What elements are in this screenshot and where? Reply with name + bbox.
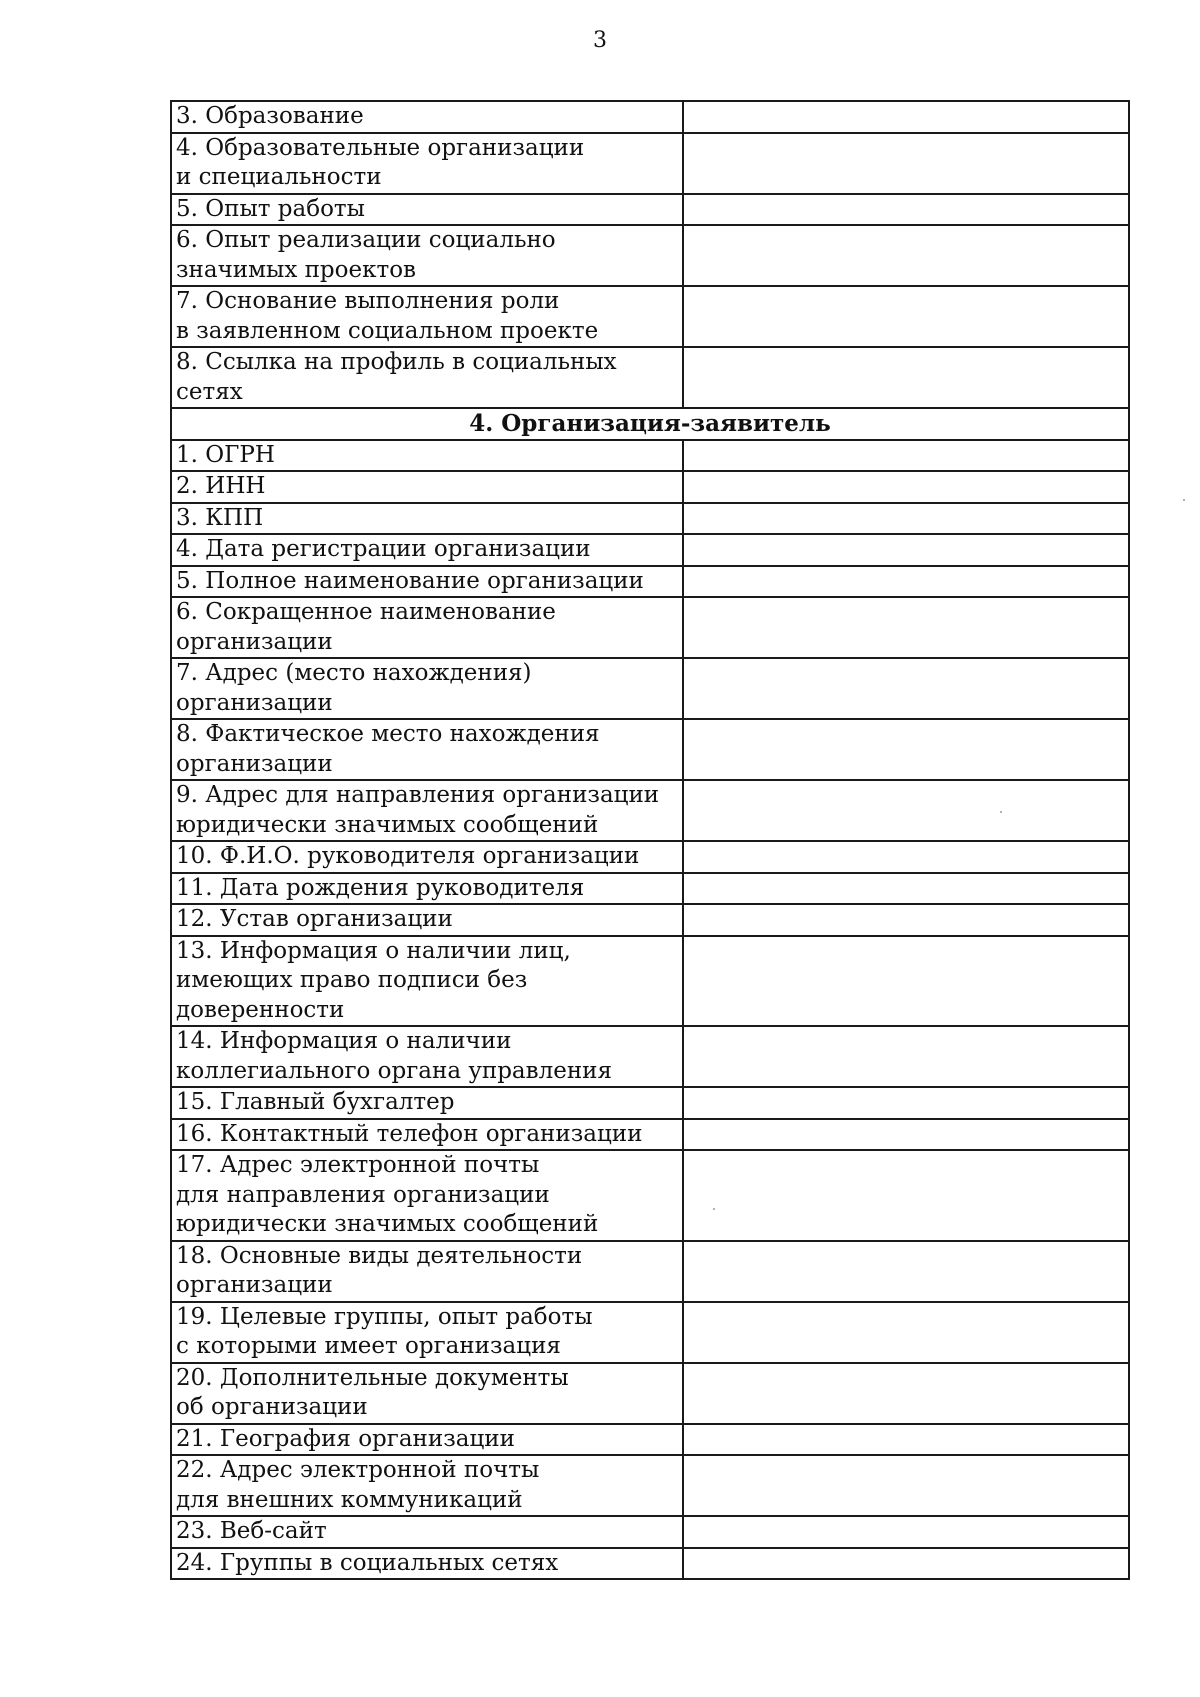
field-value-cell[interactable] [683, 503, 1129, 535]
field-label: 23. Веб-сайт [171, 1516, 683, 1548]
form-row-s4-1 [171, 440, 1129, 472]
field-label: 14. Информация о наличии коллегиального органа управления [171, 1026, 683, 1087]
scan-speck [1183, 499, 1185, 501]
field-value-cell[interactable] [683, 1363, 1129, 1424]
form-row-s4-15 [171, 1087, 1129, 1119]
field-label: 7. Адрес (место нахождения) организации [171, 658, 683, 719]
field-value-cell[interactable] [683, 1241, 1129, 1302]
field-value-cell[interactable] [683, 658, 1129, 719]
field-label: 5. Полное наименование организации [171, 566, 683, 598]
field-value-cell[interactable] [683, 1455, 1129, 1516]
section-title: 4. Организация-заявитель [171, 408, 1129, 440]
field-value-cell[interactable] [683, 534, 1129, 566]
field-value-cell[interactable] [683, 347, 1129, 408]
field-value-cell[interactable] [683, 133, 1129, 194]
field-value-cell[interactable] [683, 1302, 1129, 1363]
field-label: 8. Ссылка на профиль в социальных сетях [171, 347, 683, 408]
form-row-s4-19 [171, 1302, 1129, 1363]
form-row-s4-12 [171, 904, 1129, 936]
form-row-s3-5 [171, 286, 1129, 347]
field-label: 21. География организации [171, 1424, 683, 1456]
field-label: 1. ОГРН [171, 440, 683, 472]
form-row-s4-17 [171, 1150, 1129, 1241]
field-label: 7. Основание выполнения роли в заявленном социальном проекте [171, 286, 683, 347]
form-row-s4-6 [171, 597, 1129, 658]
field-label: 12. Устав организации [171, 904, 683, 936]
field-label: 13. Информация о наличии лиц, имеющих право подписи без доверенности [171, 936, 683, 1027]
field-label: 18. Основные виды деятельности организации [171, 1241, 683, 1302]
field-value-cell[interactable] [683, 471, 1129, 503]
field-value-cell[interactable] [683, 936, 1129, 1027]
page-number: 3 [593, 28, 607, 53]
field-value-cell[interactable] [683, 597, 1129, 658]
form-row-s3-3 [171, 194, 1129, 226]
field-value-cell[interactable] [683, 719, 1129, 780]
section-header-row [171, 408, 1129, 440]
form-row-s4-23 [171, 1516, 1129, 1548]
form-row-s4-5 [171, 566, 1129, 598]
field-label: 3. Образование [171, 101, 683, 133]
field-value-cell[interactable] [683, 1548, 1129, 1580]
field-label: 9. Адрес для направления организации юридически значимых сообщений [171, 780, 683, 841]
form-row-s4-18 [171, 1241, 1129, 1302]
field-label: 24. Группы в социальных сетях [171, 1548, 683, 1580]
form-table-body [171, 101, 1129, 1579]
form-row-s3-2 [171, 133, 1129, 194]
form-row-s4-4 [171, 534, 1129, 566]
form-row-s3-4 [171, 225, 1129, 286]
field-label: 3. КПП [171, 503, 683, 535]
form-row-s4-2 [171, 471, 1129, 503]
form-row-s4-3 [171, 503, 1129, 535]
field-value-cell[interactable] [683, 101, 1129, 133]
field-value-cell[interactable] [683, 1087, 1129, 1119]
field-label: 10. Ф.И.О. руководителя организации [171, 841, 683, 873]
form-row-s4-11 [171, 873, 1129, 905]
field-label: 4. Образовательные организации и специальности [171, 133, 683, 194]
field-label: 11. Дата рождения руководителя [171, 873, 683, 905]
field-value-cell[interactable] [683, 873, 1129, 905]
scan-speck [713, 1208, 715, 1210]
form-row-s4-20 [171, 1363, 1129, 1424]
field-value-cell[interactable] [683, 1119, 1129, 1151]
field-label: 15. Главный бухгалтер [171, 1087, 683, 1119]
field-value-cell[interactable] [683, 841, 1129, 873]
field-label: 6. Опыт реализации социально значимых проектов [171, 225, 683, 286]
form-row-s4-24 [171, 1548, 1129, 1580]
field-value-cell[interactable] [683, 1150, 1129, 1241]
form-row-s4-8 [171, 719, 1129, 780]
form-row-s4-21 [171, 1424, 1129, 1456]
form-row-s4-16 [171, 1119, 1129, 1151]
field-label: 4. Дата регистрации организации [171, 534, 683, 566]
form-row-s4-22 [171, 1455, 1129, 1516]
application-form-table [170, 100, 1130, 1580]
field-value-cell[interactable] [683, 566, 1129, 598]
field-value-cell[interactable] [683, 780, 1129, 841]
form-row-s4-7 [171, 658, 1129, 719]
field-value-cell[interactable] [683, 1424, 1129, 1456]
field-value-cell[interactable] [683, 440, 1129, 472]
field-label: 22. Адрес электронной почты для внешних коммуникаций [171, 1455, 683, 1516]
field-label: 17. Адрес электронной почты для направления организации юридически значимых сообщений [171, 1150, 683, 1241]
field-label: 16. Контактный телефон организации [171, 1119, 683, 1151]
field-value-cell[interactable] [683, 1026, 1129, 1087]
field-value-cell[interactable] [683, 225, 1129, 286]
form-row-s4-10 [171, 841, 1129, 873]
field-value-cell[interactable] [683, 286, 1129, 347]
field-label: 20. Дополнительные документы об организации [171, 1363, 683, 1424]
form-row-s4-9 [171, 780, 1129, 841]
form-row-s3-1 [171, 101, 1129, 133]
field-value-cell[interactable] [683, 1516, 1129, 1548]
field-label: 19. Целевые группы, опыт работы с которыми имеет организация [171, 1302, 683, 1363]
field-label: 2. ИНН [171, 471, 683, 503]
scan-speck [1000, 811, 1002, 813]
field-label: 6. Сокращенное наименование организации [171, 597, 683, 658]
field-label: 8. Фактическое место нахождения организации [171, 719, 683, 780]
field-value-cell[interactable] [683, 904, 1129, 936]
field-label: 5. Опыт работы [171, 194, 683, 226]
field-value-cell[interactable] [683, 194, 1129, 226]
form-row-s4-14 [171, 1026, 1129, 1087]
form-row-s3-6 [171, 347, 1129, 408]
form-row-s4-13 [171, 936, 1129, 1027]
